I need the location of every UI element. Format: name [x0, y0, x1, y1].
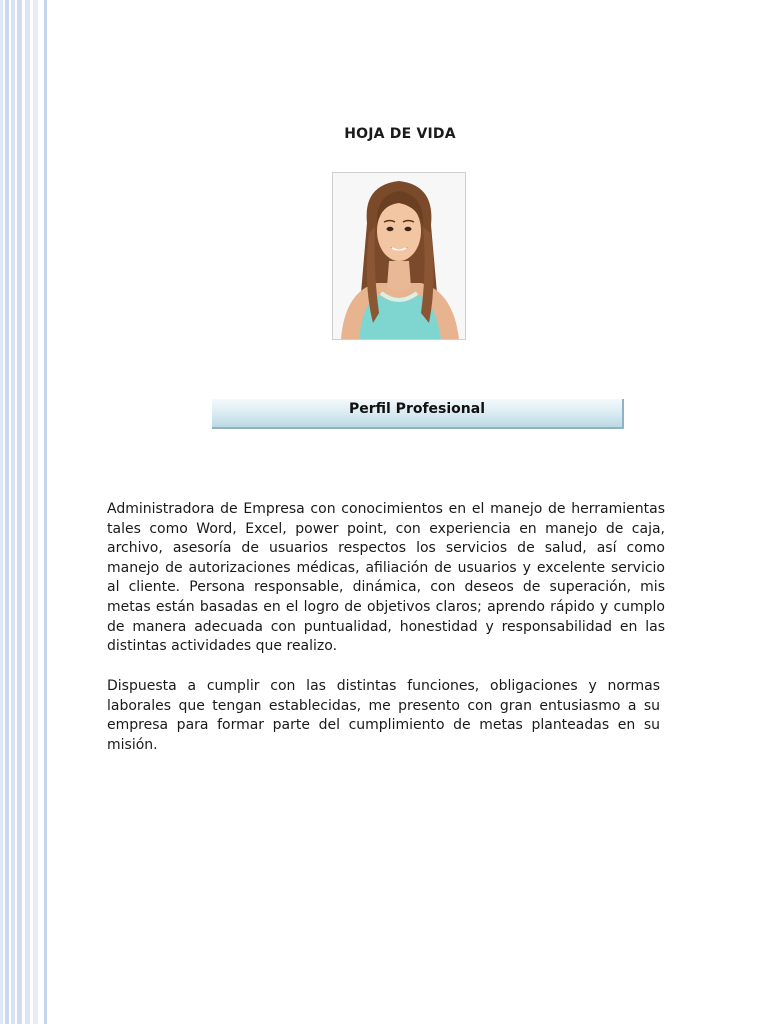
decorative-left-border — [0, 0, 52, 1024]
document-title: HOJA DE VIDA — [344, 126, 456, 142]
section-header-bar — [212, 399, 624, 429]
section-title: Perfil Profesional — [348, 401, 486, 417]
profile-paragraph-2: Dispuesta a cumplir con las distintas funciones, obligaciones y normas laborales que tengan establecidas, me presento con gran entusiasmo a su empresa para formar parte del cumplimiento de metas planteadas en su misión. — [107, 678, 660, 753]
profile-paragraph-1: Administradora de Empresa con conocimientos en el manejo de herramientas tales como Word, Excel, power point, con experiencia en manejo de caja, archivo, asesoría de usuarios respectos los servicios de salud, así como manejo de autorizaciones médicas, afiliación de usuarios y excelente servicio al cliente. Persona responsable, dinámica, con deseos de superación, mis metas están basadas en el logro de objetivos claros; aprendo rápido y cumplo de manera adecuada con puntualidad, honestidad y responsabilidad en las distintas actividades que realizo. — [107, 501, 665, 655]
portrait-illustration — [333, 173, 465, 339]
profile-photo — [332, 172, 466, 340]
